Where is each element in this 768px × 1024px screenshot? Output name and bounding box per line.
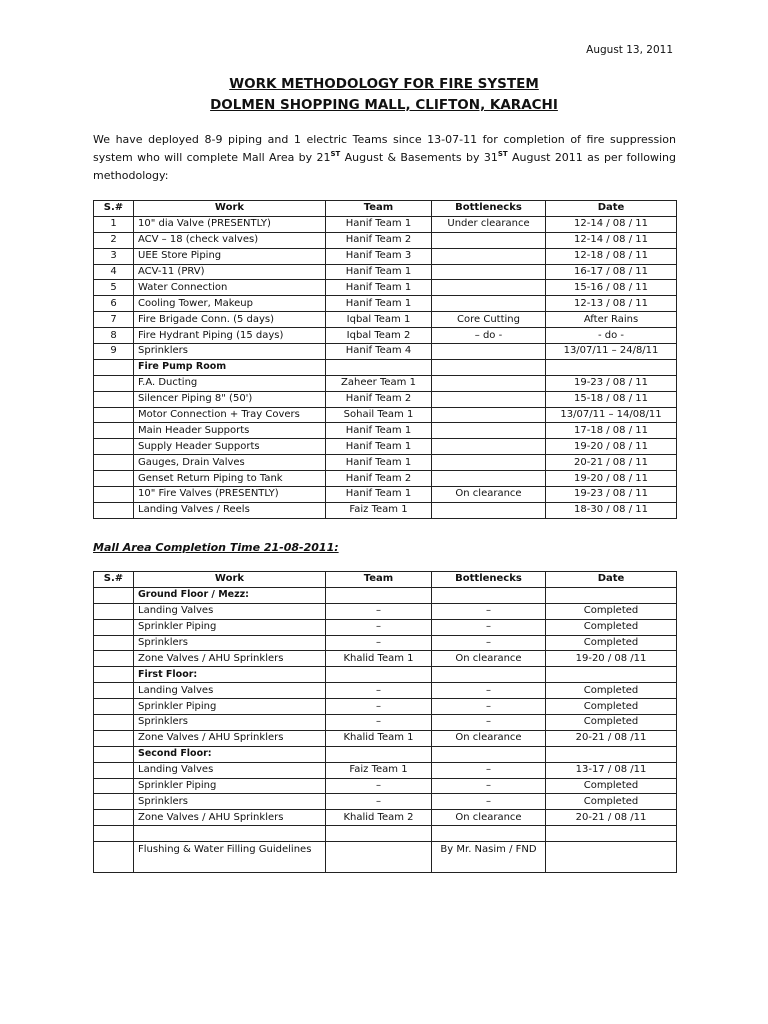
cell-work: F.A. Ducting	[134, 375, 326, 391]
cell-team	[326, 746, 432, 762]
cell-work: Landing Valves / Reels	[134, 502, 326, 518]
cell-work: Silencer Piping 8" (50')	[134, 391, 326, 407]
table-row	[94, 651, 677, 667]
cell-date	[546, 826, 677, 842]
cell-bottleneck	[432, 248, 546, 264]
cell-team: Hanif Team 2	[326, 391, 432, 407]
cell-bottleneck: –	[432, 619, 546, 635]
table-row	[94, 407, 677, 423]
table-row	[94, 699, 677, 715]
cell-sn	[94, 587, 134, 603]
cell-work: Zone Valves / AHU Sprinklers	[134, 810, 326, 826]
cell-bottleneck	[432, 471, 546, 487]
header-work: Work	[134, 572, 326, 588]
cell-date: 19-20 / 08 /11	[546, 651, 677, 667]
cell-sn	[94, 455, 134, 471]
table-header-row	[94, 572, 677, 588]
cell-date: 16-17 / 08 / 11	[546, 264, 677, 280]
cell-bottleneck: Under clearance	[432, 216, 546, 232]
cell-sn	[94, 359, 134, 375]
cell-bottleneck: –	[432, 699, 546, 715]
intro-text-2: August & Basements by 31	[340, 151, 498, 164]
intro-text-3: August 2011 as per following methodology:	[93, 151, 676, 182]
cell-sn	[94, 635, 134, 651]
cell-team	[326, 359, 432, 375]
cell-date: 19-23 / 08 / 11	[546, 487, 677, 503]
cell-bottleneck: –	[432, 778, 546, 794]
cell-bottleneck	[432, 359, 546, 375]
cell-team: Iqbal Team 2	[326, 328, 432, 344]
cell-date	[546, 359, 677, 375]
cell-date: 20-21 / 08 /11	[546, 810, 677, 826]
cell-team: –	[326, 683, 432, 699]
cell-sn: 3	[94, 248, 134, 264]
cell-bottleneck: On clearance	[432, 651, 546, 667]
cell-sn	[94, 762, 134, 778]
cell-team: Hanif Team 1	[326, 296, 432, 312]
table-row	[94, 312, 677, 328]
table-row	[94, 391, 677, 407]
cell-date: 12-14 / 08 / 11	[546, 216, 677, 232]
cell-team	[326, 842, 432, 873]
cell-bottleneck: By Mr. Nasim / FND	[432, 842, 546, 873]
cell-work: First Floor:	[134, 667, 326, 683]
cell-date: 19-23 / 08 / 11	[546, 375, 677, 391]
table-row	[94, 359, 677, 375]
intro-text-1: We have deployed 8-9 piping and 1 electric Teams since 13-07-11 for completion of fire suppression system who will complete Mall Area by 21	[93, 133, 676, 164]
cell-bottleneck: Core Cutting	[432, 312, 546, 328]
cell-sn	[94, 715, 134, 731]
table-row	[94, 587, 677, 603]
cell-team: Hanif Team 1	[326, 487, 432, 503]
table-row	[94, 746, 677, 762]
cell-sn	[94, 391, 134, 407]
cell-bottleneck	[432, 344, 546, 360]
cell-sn	[94, 746, 134, 762]
cell-bottleneck: –	[432, 762, 546, 778]
cell-work: Fire Hydrant Piping (15 days)	[134, 328, 326, 344]
cell-work: Landing Valves	[134, 603, 326, 619]
cell-work: UEE Store Piping	[134, 248, 326, 264]
cell-date	[546, 587, 677, 603]
cell-team: Hanif Team 2	[326, 471, 432, 487]
cell-sn	[94, 683, 134, 699]
cell-team: Hanif Team 1	[326, 280, 432, 296]
table-row	[94, 635, 677, 651]
cell-bottleneck: –	[432, 603, 546, 619]
cell-sn	[94, 375, 134, 391]
document-date: August 13, 2011	[586, 44, 673, 56]
table-row	[94, 487, 677, 503]
table-row	[94, 715, 677, 731]
cell-work: Main Header Supports	[134, 423, 326, 439]
table-row	[94, 471, 677, 487]
cell-sn	[94, 407, 134, 423]
cell-sn: 8	[94, 328, 134, 344]
cell-sn	[94, 603, 134, 619]
header-work: Work	[134, 201, 326, 217]
cell-date: Completed	[546, 699, 677, 715]
methodology-table	[93, 200, 677, 519]
cell-date: 19-20 / 08 / 11	[546, 439, 677, 455]
cell-bottleneck: On clearance	[432, 487, 546, 503]
cell-sn	[94, 667, 134, 683]
table-row	[94, 810, 677, 826]
cell-date: Completed	[546, 794, 677, 810]
cell-team: Hanif Team 1	[326, 264, 432, 280]
cell-date: 12-18 / 08 / 11	[546, 248, 677, 264]
table-row	[94, 328, 677, 344]
header-sn: S.#	[94, 572, 134, 588]
cell-bottleneck	[432, 502, 546, 518]
cell-team: Hanif Team 1	[326, 423, 432, 439]
cell-team: Zaheer Team 1	[326, 375, 432, 391]
cell-bottleneck: On clearance	[432, 810, 546, 826]
cell-work: ACV – 18 (check valves)	[134, 232, 326, 248]
cell-sn	[94, 502, 134, 518]
cell-bottleneck	[432, 407, 546, 423]
cell-date: 18-30 / 08 / 11	[546, 502, 677, 518]
table-row	[94, 619, 677, 635]
cell-sn: 7	[94, 312, 134, 328]
cell-team: Hanif Team 1	[326, 216, 432, 232]
header-team: Team	[326, 572, 432, 588]
cell-team: –	[326, 715, 432, 731]
header-bottlenecks: Bottlenecks	[432, 201, 546, 217]
cell-team: Iqbal Team 1	[326, 312, 432, 328]
cell-bottleneck	[432, 439, 546, 455]
cell-team: Faiz Team 1	[326, 502, 432, 518]
table-row	[94, 730, 677, 746]
document-subtitle: DOLMEN SHOPPING MALL, CLIFTON, KARACHI	[210, 97, 558, 113]
cell-work: Sprinkler Piping	[134, 619, 326, 635]
table-row	[94, 248, 677, 264]
cell-work: 10" dia Valve (PRESENTLY)	[134, 216, 326, 232]
cell-team: Sohail Team 1	[326, 407, 432, 423]
cell-bottleneck	[432, 375, 546, 391]
cell-team: –	[326, 794, 432, 810]
cell-team: Khalid Team 2	[326, 810, 432, 826]
cell-work: Second Floor:	[134, 746, 326, 762]
cell-date: Completed	[546, 778, 677, 794]
cell-sn	[94, 778, 134, 794]
cell-bottleneck	[432, 280, 546, 296]
cell-work: Sprinklers	[134, 715, 326, 731]
table-row	[94, 683, 677, 699]
cell-team	[326, 587, 432, 603]
header-sn: S.#	[94, 201, 134, 217]
cell-sn: 6	[94, 296, 134, 312]
cell-bottleneck	[432, 455, 546, 471]
intro-sup-2: ST	[497, 150, 508, 158]
table-row	[94, 667, 677, 683]
cell-date: 15-18 / 08 / 11	[546, 391, 677, 407]
cell-bottleneck: –	[432, 635, 546, 651]
cell-work: Gauges, Drain Valves	[134, 455, 326, 471]
cell-work: Supply Header Supports	[134, 439, 326, 455]
table-row	[94, 296, 677, 312]
cell-work: Fire Brigade Conn. (5 days)	[134, 312, 326, 328]
cell-bottleneck: – do -	[432, 328, 546, 344]
cell-team: Hanif Team 1	[326, 439, 432, 455]
header-team: Team	[326, 201, 432, 217]
cell-bottleneck	[432, 423, 546, 439]
cell-work: Landing Valves	[134, 683, 326, 699]
cell-work: Sprinkler Piping	[134, 699, 326, 715]
cell-work: Sprinklers	[134, 635, 326, 651]
cell-sn	[94, 826, 134, 842]
cell-sn	[94, 810, 134, 826]
cell-work: Water Connection	[134, 280, 326, 296]
document-title: WORK METHODOLOGY FOR FIRE SYSTEM	[229, 76, 539, 92]
cell-sn: 4	[94, 264, 134, 280]
table-row	[94, 375, 677, 391]
cell-date: Completed	[546, 635, 677, 651]
cell-bottleneck: –	[432, 794, 546, 810]
table-row	[94, 794, 677, 810]
cell-team: Khalid Team 1	[326, 651, 432, 667]
cell-work: Zone Valves / AHU Sprinklers	[134, 651, 326, 667]
table-row	[94, 455, 677, 471]
cell-bottleneck	[432, 587, 546, 603]
cell-work: Sprinklers	[134, 794, 326, 810]
table-row	[94, 842, 677, 873]
cell-sn	[94, 651, 134, 667]
cell-work: Cooling Tower, Makeup	[134, 296, 326, 312]
cell-date: Completed	[546, 619, 677, 635]
cell-sn: 1	[94, 216, 134, 232]
cell-sn: 5	[94, 280, 134, 296]
header-bottlenecks: Bottlenecks	[432, 572, 546, 588]
cell-team: Faiz Team 1	[326, 762, 432, 778]
cell-team: Khalid Team 1	[326, 730, 432, 746]
table-row	[94, 216, 677, 232]
table-row	[94, 280, 677, 296]
table-row	[94, 502, 677, 518]
cell-work: ACV-11 (PRV)	[134, 264, 326, 280]
table-row	[94, 762, 677, 778]
cell-team: –	[326, 635, 432, 651]
cell-bottleneck	[432, 667, 546, 683]
cell-work: Fire Pump Room	[134, 359, 326, 375]
cell-team: –	[326, 619, 432, 635]
cell-bottleneck	[432, 391, 546, 407]
mall-area-table	[93, 571, 677, 873]
cell-work: Sprinkler Piping	[134, 778, 326, 794]
cell-bottleneck	[432, 296, 546, 312]
cell-team: –	[326, 778, 432, 794]
cell-bottleneck: On clearance	[432, 730, 546, 746]
cell-bottleneck: –	[432, 683, 546, 699]
table-row	[94, 439, 677, 455]
intro-sup-1: ST	[330, 150, 341, 158]
cell-team	[326, 667, 432, 683]
cell-date	[546, 667, 677, 683]
cell-sn	[94, 423, 134, 439]
cell-work: 10" Fire Valves (PRESENTLY)	[134, 487, 326, 503]
section-title-mall-area: Mall Area Completion Time 21-08-2011:	[93, 541, 339, 554]
cell-sn	[94, 471, 134, 487]
table-row	[94, 603, 677, 619]
cell-date: 15-16 / 08 / 11	[546, 280, 677, 296]
header-date: Date	[546, 201, 677, 217]
table-row	[94, 232, 677, 248]
cell-work	[134, 826, 326, 842]
cell-sn	[94, 619, 134, 635]
table-row	[94, 344, 677, 360]
cell-sn	[94, 794, 134, 810]
cell-date: After Rains	[546, 312, 677, 328]
cell-work: Zone Valves / AHU Sprinklers	[134, 730, 326, 746]
cell-sn	[94, 699, 134, 715]
cell-bottleneck	[432, 264, 546, 280]
cell-work: Ground Floor / Mezz:	[134, 587, 326, 603]
cell-work: Sprinklers	[134, 344, 326, 360]
cell-bottleneck	[432, 232, 546, 248]
cell-bottleneck	[432, 746, 546, 762]
header-date: Date	[546, 572, 677, 588]
cell-sn	[94, 487, 134, 503]
cell-team: –	[326, 699, 432, 715]
cell-date: 13/07/11 – 14/08/11	[546, 407, 677, 423]
mall-area-table-body	[94, 587, 677, 872]
cell-date: 13-17 / 08 /11	[546, 762, 677, 778]
cell-team	[326, 826, 432, 842]
methodology-table-body	[94, 216, 677, 518]
cell-work: Motor Connection + Tray Covers	[134, 407, 326, 423]
intro-paragraph	[93, 131, 676, 185]
cell-date: 17-18 / 08 / 11	[546, 423, 677, 439]
cell-work: Flushing & Water Filling Guidelines	[134, 842, 326, 873]
table-row	[94, 423, 677, 439]
cell-bottleneck: –	[432, 715, 546, 731]
cell-date: - do -	[546, 328, 677, 344]
table-row	[94, 826, 677, 842]
cell-date: Completed	[546, 683, 677, 699]
cell-work: Landing Valves	[134, 762, 326, 778]
table-row	[94, 778, 677, 794]
cell-team: Hanif Team 4	[326, 344, 432, 360]
cell-sn	[94, 842, 134, 873]
cell-team: Hanif Team 1	[326, 455, 432, 471]
cell-date: Completed	[546, 603, 677, 619]
cell-date: 19-20 / 08 / 11	[546, 471, 677, 487]
table-row	[94, 264, 677, 280]
cell-sn: 2	[94, 232, 134, 248]
cell-sn	[94, 439, 134, 455]
cell-date: 13/07/11 – 24/8/11	[546, 344, 677, 360]
cell-date: 20-21 / 08 / 11	[546, 455, 677, 471]
cell-team: Hanif Team 2	[326, 232, 432, 248]
cell-bottleneck	[432, 826, 546, 842]
cell-date: 12-14 / 08 / 11	[546, 232, 677, 248]
cell-date: 12-13 / 08 / 11	[546, 296, 677, 312]
cell-date	[546, 746, 677, 762]
cell-date	[546, 842, 677, 873]
cell-work: Genset Return Piping to Tank	[134, 471, 326, 487]
cell-team: Hanif Team 3	[326, 248, 432, 264]
cell-sn	[94, 730, 134, 746]
cell-team: –	[326, 603, 432, 619]
cell-date: Completed	[546, 715, 677, 731]
table-header-row	[94, 201, 677, 217]
cell-sn: 9	[94, 344, 134, 360]
cell-date: 20-21 / 08 /11	[546, 730, 677, 746]
